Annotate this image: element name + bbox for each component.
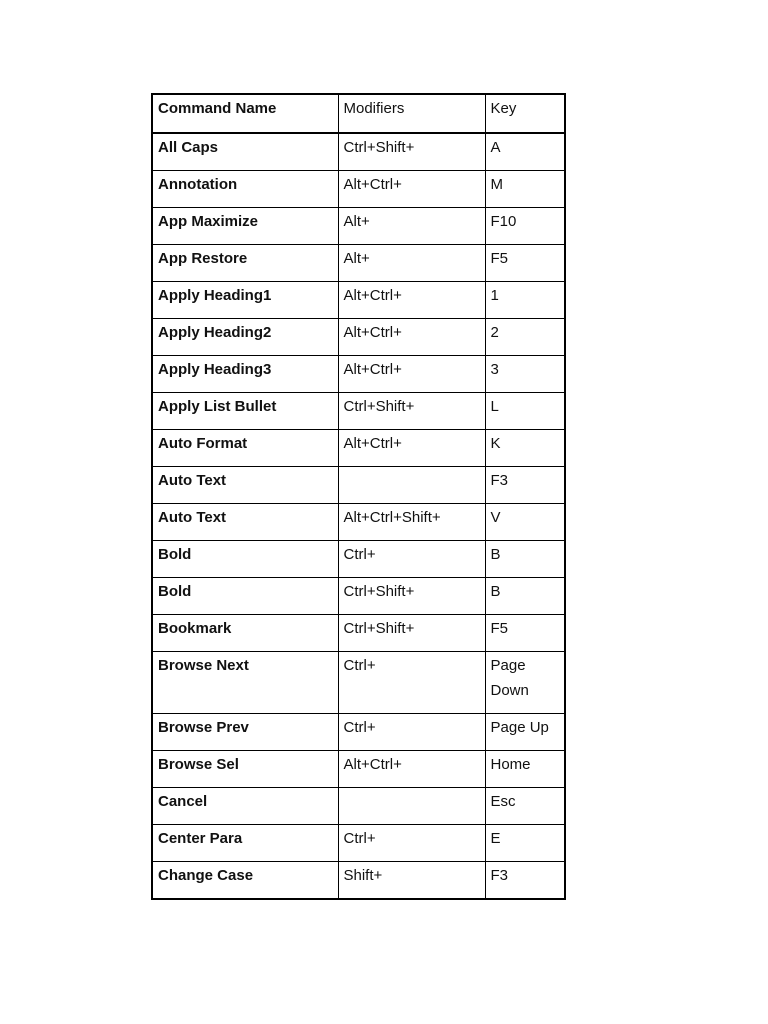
command-cell: Bold — [152, 541, 338, 578]
command-cell: Apply Heading3 — [152, 356, 338, 393]
command-cell: Apply Heading2 — [152, 319, 338, 356]
table-row — [152, 133, 565, 171]
table-row — [152, 504, 565, 541]
modifiers-cell — [338, 467, 485, 504]
command-cell: All Caps — [152, 133, 338, 171]
modifiers-cell: Alt+Ctrl+ — [338, 282, 485, 319]
command-cell: Annotation — [152, 171, 338, 208]
modifiers-cell: Ctrl+ — [338, 541, 485, 578]
modifiers-cell: Ctrl+Shift+ — [338, 578, 485, 615]
key-cell: Page Down — [485, 652, 565, 714]
modifiers-cell: Alt+Ctrl+ — [338, 430, 485, 467]
modifiers-cell: Ctrl+Shift+ — [338, 393, 485, 430]
table-row — [152, 356, 565, 393]
table-row — [152, 282, 565, 319]
header-key: Key — [485, 94, 565, 133]
key-cell: Home — [485, 751, 565, 788]
table-row — [152, 615, 565, 652]
key-cell: F5 — [485, 615, 565, 652]
table-row — [152, 319, 565, 356]
key-cell: L — [485, 393, 565, 430]
command-cell: Bookmark — [152, 615, 338, 652]
modifiers-cell: Alt+Ctrl+ — [338, 356, 485, 393]
key-cell: B — [485, 541, 565, 578]
command-cell: Bold — [152, 578, 338, 615]
table-row — [152, 171, 565, 208]
modifiers-cell: Ctrl+Shift+ — [338, 133, 485, 171]
table-row — [152, 578, 565, 615]
modifiers-cell: Alt+Ctrl+ — [338, 751, 485, 788]
modifiers-cell: Alt+Ctrl+ — [338, 171, 485, 208]
command-cell: Browse Sel — [152, 751, 338, 788]
modifiers-cell: Ctrl+ — [338, 825, 485, 862]
key-cell: F3 — [485, 862, 565, 900]
command-cell: Apply Heading1 — [152, 282, 338, 319]
key-cell: F3 — [485, 467, 565, 504]
key-cell: B — [485, 578, 565, 615]
key-cell: 2 — [485, 319, 565, 356]
table-row — [152, 825, 565, 862]
table-row — [152, 751, 565, 788]
table-row — [152, 788, 565, 825]
table-row — [152, 208, 565, 245]
shortcut-table — [151, 93, 566, 900]
key-cell: F5 — [485, 245, 565, 282]
header-row — [152, 94, 565, 133]
command-cell: Auto Text — [152, 504, 338, 541]
key-cell: M — [485, 171, 565, 208]
key-cell: F10 — [485, 208, 565, 245]
modifiers-cell: Shift+ — [338, 862, 485, 900]
command-cell: Browse Next — [152, 652, 338, 714]
key-cell: E — [485, 825, 565, 862]
table-row — [152, 862, 565, 900]
key-cell: A — [485, 133, 565, 171]
table-body — [152, 133, 565, 899]
command-cell: Change Case — [152, 862, 338, 900]
modifiers-cell — [338, 788, 485, 825]
table-row — [152, 714, 565, 751]
table-row — [152, 541, 565, 578]
key-cell: V — [485, 504, 565, 541]
command-cell: Browse Prev — [152, 714, 338, 751]
key-cell: 3 — [485, 356, 565, 393]
header-command-name: Command Name — [152, 94, 338, 133]
key-cell: Esc — [485, 788, 565, 825]
table-row — [152, 393, 565, 430]
command-cell: App Maximize — [152, 208, 338, 245]
modifiers-cell: Ctrl+ — [338, 714, 485, 751]
table-row — [152, 467, 565, 504]
modifiers-cell: Alt+Ctrl+ — [338, 319, 485, 356]
modifiers-cell: Ctrl+Shift+ — [338, 615, 485, 652]
header-modifiers: Modifiers — [338, 94, 485, 133]
modifiers-cell: Alt+ — [338, 208, 485, 245]
command-cell: Apply List Bullet — [152, 393, 338, 430]
modifiers-cell: Alt+Ctrl+Shift+ — [338, 504, 485, 541]
key-cell: K — [485, 430, 565, 467]
modifiers-cell: Alt+ — [338, 245, 485, 282]
table-row — [152, 430, 565, 467]
table-row — [152, 652, 565, 714]
command-cell: Center Para — [152, 825, 338, 862]
command-cell: Auto Format — [152, 430, 338, 467]
table-row — [152, 245, 565, 282]
command-cell: Auto Text — [152, 467, 338, 504]
command-cell: App Restore — [152, 245, 338, 282]
table-header — [152, 94, 565, 133]
key-cell: Page Up — [485, 714, 565, 751]
command-cell: Cancel — [152, 788, 338, 825]
key-cell: 1 — [485, 282, 565, 319]
modifiers-cell: Ctrl+ — [338, 652, 485, 714]
